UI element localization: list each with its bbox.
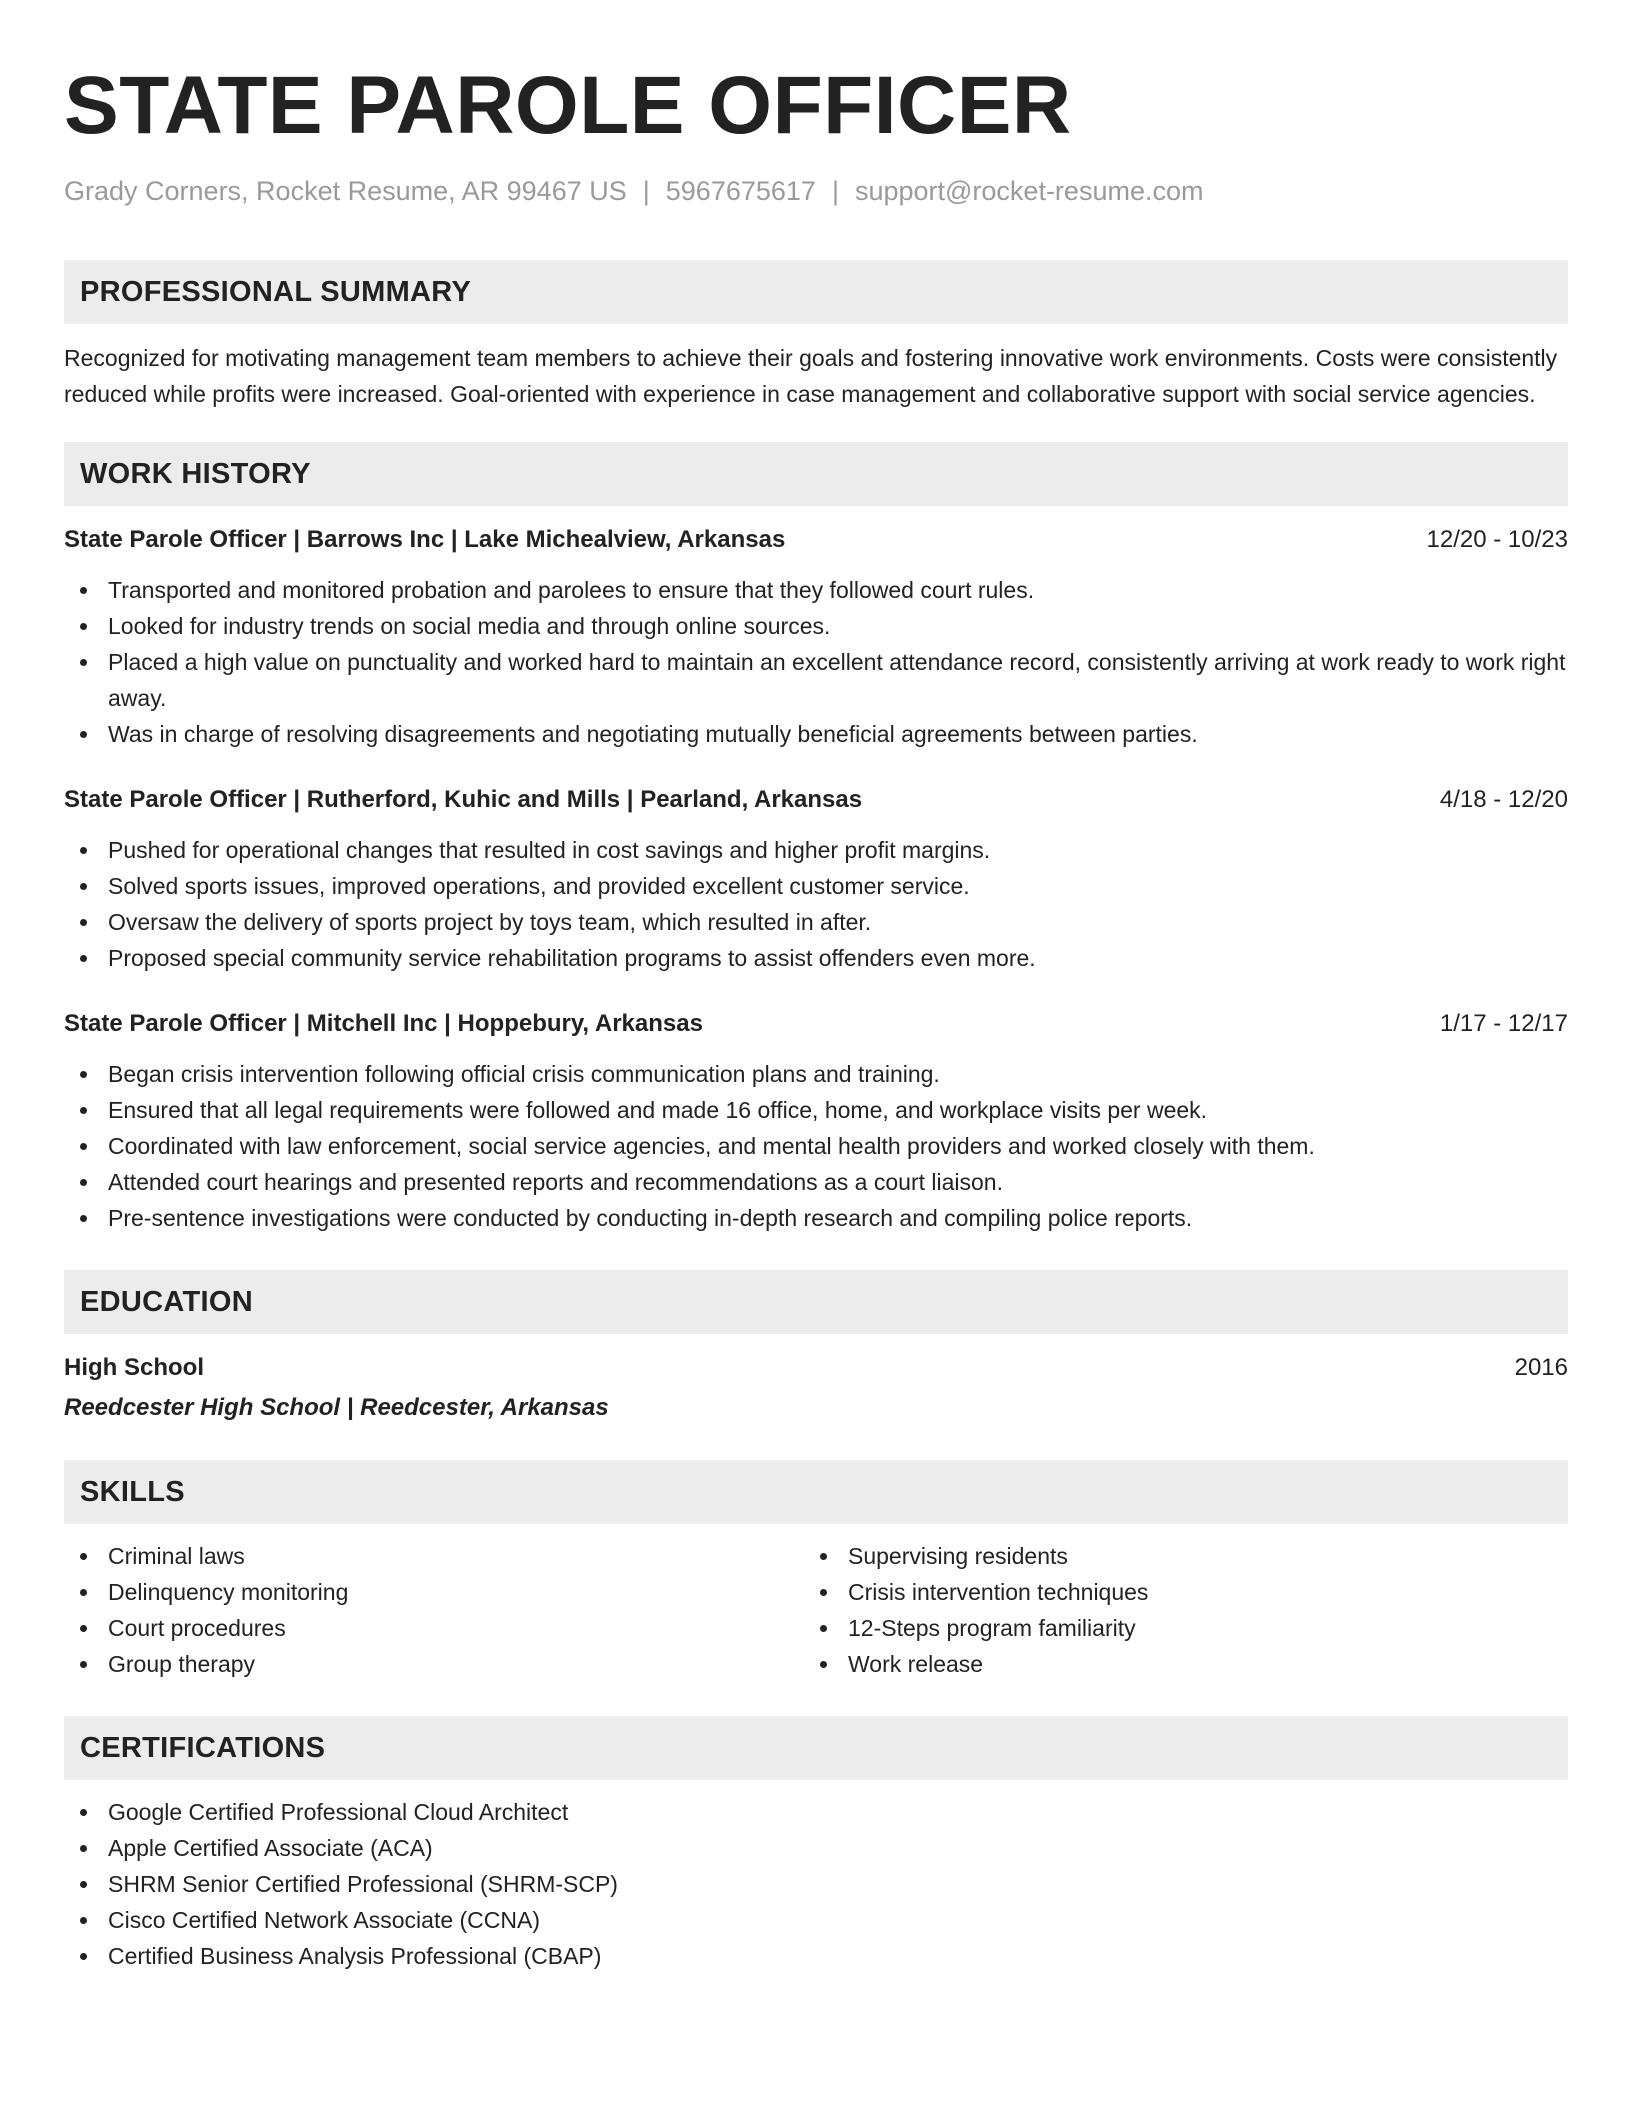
skills-list-right [804, 1538, 1544, 1682]
section-header-skills: SKILLS [64, 1460, 1568, 1524]
list-item: Criminal laws [64, 1538, 804, 1574]
list-item: Pre-sentence investigations were conducted by conducting in-depth research and compiling police reports. [64, 1200, 1568, 1236]
list-item: Crisis intervention techniques [804, 1574, 1544, 1610]
job-title: State Parole Officer | Rutherford, Kuhic and Mills | Pearland, Arkansas [64, 786, 863, 813]
resume-title: STATE PAROLE OFFICER [64, 60, 1072, 151]
job-dates: 1/17 - 12/17 [1439, 1010, 1568, 1037]
job-entry [64, 782, 1568, 976]
job-bullets [64, 1056, 1568, 1236]
section-header-certifications: CERTIFICATIONS [64, 1716, 1568, 1780]
certifications-list [64, 1794, 1568, 1974]
education-degree: High School [64, 1354, 204, 1381]
list-item: Supervising residents [804, 1538, 1544, 1574]
list-item: Group therapy [64, 1646, 804, 1682]
section-header-summary: PROFESSIONAL SUMMARY [64, 260, 1568, 324]
list-item: Google Certified Professional Cloud Architect [64, 1794, 1568, 1830]
job-entry [64, 1006, 1568, 1236]
list-item: Was in charge of resolving disagreements and negotiating mutually beneficial agreements between parties. [64, 716, 1568, 752]
list-item: Transported and monitored probation and parolees to ensure that they followed court rules. [64, 572, 1568, 608]
job-dates: 12/20 - 10/23 [1426, 526, 1568, 553]
section-header-work-history: WORK HISTORY [64, 442, 1568, 506]
list-item: Cisco Certified Network Associate (CCNA) [64, 1902, 1568, 1938]
job-dates: 4/18 - 12/20 [1439, 786, 1568, 813]
list-item: Apple Certified Associate (ACA) [64, 1830, 1568, 1866]
contact-separator: | [831, 176, 839, 206]
list-item: SHRM Senior Certified Professional (SHRM-SCP) [64, 1866, 1568, 1902]
skills-list-left [64, 1538, 804, 1682]
list-item: Pushed for operational changes that resulted in cost savings and higher profit margins. [64, 832, 1568, 868]
list-item: Coordinated with law enforcement, social service agencies, and mental health providers and worked closely with them. [64, 1128, 1568, 1164]
list-item: Placed a high value on punctuality and worked hard to maintain an excellent attendance record, consistently arriving at work ready to work right away. [64, 644, 1568, 716]
education-entry [64, 1350, 1568, 1386]
list-item: Oversaw the delivery of sports project by toys team, which resulted in after. [64, 904, 1568, 940]
education-school: Reedcester High School | Reedcester, Arkansas [64, 1394, 609, 1421]
contact-separator: | [642, 176, 650, 206]
list-item: Ensured that all legal requirements were followed and made 16 office, home, and workplace visits per week. [64, 1092, 1568, 1128]
job-title: State Parole Officer | Mitchell Inc | Hoppebury, Arkansas [64, 1010, 703, 1037]
list-item: Looked for industry trends on social media and through online sources. [64, 608, 1568, 644]
list-item: 12-Steps program familiarity [804, 1610, 1544, 1646]
job-entry [64, 522, 1568, 752]
job-title: State Parole Officer | Barrows Inc | Lake Michealview, Arkansas [64, 526, 786, 553]
list-item: Certified Business Analysis Professional (CBAP) [64, 1938, 1568, 1974]
contact-address: Grady Corners, Rocket Resume, AR 99467 US [64, 176, 627, 206]
contact-phone: 5967675617 [665, 176, 816, 206]
summary-text: Recognized for motivating management team members to achieve their goals and fostering innovative work environments. Costs were consistently reduced while profits were increased. Goal-oriented with experience in case management and collaborative support with social service agencies. [64, 345, 1558, 407]
list-item: Solved sports issues, improved operations, and provided excellent customer service. [64, 868, 1568, 904]
list-item: Delinquency monitoring [64, 1574, 804, 1610]
education-year: 2016 [1514, 1354, 1568, 1381]
job-bullets [64, 572, 1568, 752]
contact-email: support@rocket-resume.com [854, 176, 1204, 206]
contact-line [64, 174, 1568, 208]
list-item: Court procedures [64, 1610, 804, 1646]
section-header-education: EDUCATION [64, 1270, 1568, 1334]
job-bullets [64, 832, 1568, 976]
list-item: Began crisis intervention following official crisis communication plans and training. [64, 1056, 1568, 1092]
list-item: Work release [804, 1646, 1544, 1682]
list-item: Attended court hearings and presented reports and recommendations as a court liaison. [64, 1164, 1568, 1200]
list-item: Proposed special community service rehabilitation programs to assist offenders even more. [64, 940, 1568, 976]
skills-columns [64, 1538, 1568, 1682]
